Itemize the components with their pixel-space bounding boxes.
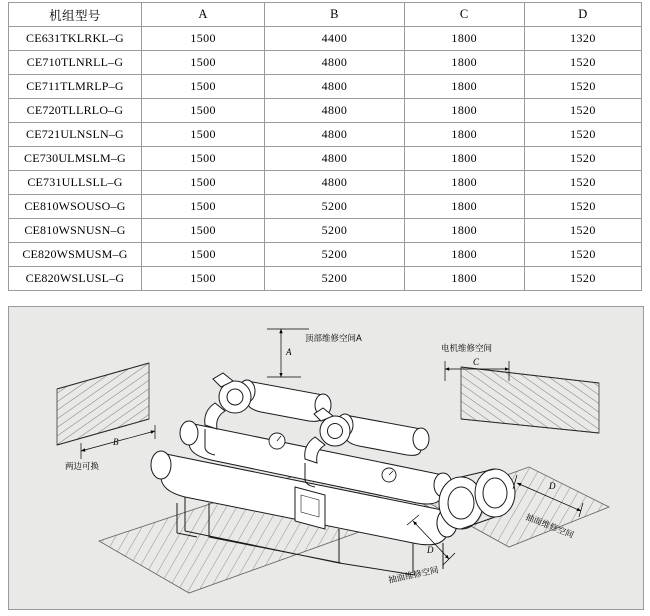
- cell-a: 1500: [141, 195, 264, 219]
- cell-c: 1800: [404, 27, 524, 51]
- cell-d: 1520: [524, 195, 641, 219]
- cell-b: 4800: [265, 51, 404, 75]
- cell-b: 5200: [265, 243, 404, 267]
- cell-d: 1520: [524, 171, 641, 195]
- cell-a: 1500: [141, 51, 264, 75]
- cell-a: 1500: [141, 147, 264, 171]
- right-wall: [461, 367, 599, 433]
- cell-d: 1520: [524, 99, 641, 123]
- table-row: [9, 219, 642, 243]
- dim-top-A: [267, 329, 362, 377]
- cell-b: 4800: [265, 123, 404, 147]
- cell-c: 1800: [404, 267, 524, 291]
- cell-d: 1520: [524, 267, 641, 291]
- cell-c: 1800: [404, 99, 524, 123]
- table-row: [9, 51, 642, 75]
- label-both-sides: 两边可换: [65, 462, 100, 472]
- cell-model: CE820WSMUSM–G: [9, 243, 142, 267]
- table-row: [9, 195, 642, 219]
- cell-b: 5200: [265, 195, 404, 219]
- cell-b: 4800: [265, 171, 404, 195]
- cell-a: 1500: [141, 75, 264, 99]
- table-row: [9, 123, 642, 147]
- dim-label-b: B: [113, 437, 119, 447]
- cell-model: CE820WSLUSL–G: [9, 267, 142, 291]
- table-row: [9, 171, 642, 195]
- dim-label-d-right: D: [549, 481, 556, 491]
- table-row: [9, 243, 642, 267]
- cell-b: 5200: [265, 267, 404, 291]
- cell-model: CE710TLNRLL–G: [9, 51, 142, 75]
- label-tube-service-front: 抽面维修空间: [387, 565, 440, 586]
- col-header-model: 机组型号: [9, 3, 142, 27]
- table-header-row: [9, 3, 642, 27]
- cell-a: 1500: [141, 27, 264, 51]
- spec-table-container: [8, 2, 642, 291]
- dim-label-a: A: [286, 347, 292, 357]
- cell-model: CE730ULMSLM–G: [9, 147, 142, 171]
- table-row: [9, 27, 642, 51]
- cell-c: 1800: [404, 147, 524, 171]
- chiller-isometric-drawing: [9, 307, 641, 607]
- cell-a: 1500: [141, 219, 264, 243]
- col-header-d: D: [524, 3, 641, 27]
- cell-c: 1800: [404, 123, 524, 147]
- cell-a: 1500: [141, 267, 264, 291]
- cell-b: 4800: [265, 99, 404, 123]
- cell-a: 1500: [141, 171, 264, 195]
- cell-d: 1520: [524, 243, 641, 267]
- cell-d: 1320: [524, 27, 641, 51]
- cell-c: 1800: [404, 219, 524, 243]
- cell-model: CE731ULLSLL–G: [9, 171, 142, 195]
- cell-b: 4400: [265, 27, 404, 51]
- cell-d: 1520: [524, 147, 641, 171]
- control-panel: [295, 487, 325, 529]
- table-row: [9, 99, 642, 123]
- table-head: [9, 3, 642, 27]
- col-header-a: A: [141, 3, 264, 27]
- cell-a: 1500: [141, 123, 264, 147]
- cell-d: 1520: [524, 123, 641, 147]
- clearance-diagram: [8, 306, 644, 610]
- table-row: [9, 75, 642, 99]
- dim-label-c: C: [473, 357, 480, 367]
- left-wall: [57, 363, 149, 445]
- label-tube-service-right: 抽面维修空间: [523, 512, 575, 541]
- cell-c: 1800: [404, 75, 524, 99]
- cell-model: CE810WSOUSO–G: [9, 195, 142, 219]
- label-top-service: 顶部维修空间A: [305, 334, 362, 344]
- cell-b: 4800: [265, 75, 404, 99]
- cell-model: CE721ULNSLN–G: [9, 123, 142, 147]
- col-header-b: B: [265, 3, 404, 27]
- cell-d: 1520: [524, 75, 641, 99]
- cell-b: 4800: [265, 147, 404, 171]
- table-row: [9, 147, 642, 171]
- cell-c: 1800: [404, 195, 524, 219]
- cell-c: 1800: [404, 171, 524, 195]
- cell-a: 1500: [141, 243, 264, 267]
- cell-model: CE810WSNUSN–G: [9, 219, 142, 243]
- cell-c: 1800: [404, 51, 524, 75]
- spec-table: [8, 2, 642, 291]
- cell-b: 5200: [265, 219, 404, 243]
- cell-model: CE631TKLRKL–G: [9, 27, 142, 51]
- cell-c: 1800: [404, 243, 524, 267]
- table-row: [9, 267, 642, 291]
- cell-d: 1520: [524, 51, 641, 75]
- dim-label-d-front: D: [427, 545, 434, 555]
- cell-model: CE711TLMRLP–G: [9, 75, 142, 99]
- cell-d: 1520: [524, 219, 641, 243]
- table-body: [9, 27, 642, 291]
- col-header-c: C: [404, 3, 524, 27]
- label-motor-service: 电机维修空间: [441, 344, 493, 354]
- cell-model: CE720TLLRLO–G: [9, 99, 142, 123]
- cell-a: 1500: [141, 99, 264, 123]
